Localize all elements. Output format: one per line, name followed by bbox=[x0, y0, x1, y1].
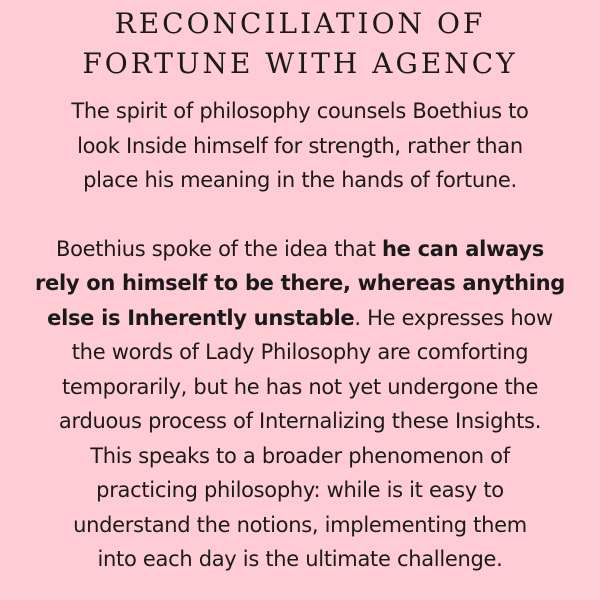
paragraph-2 bbox=[20, 232, 580, 577]
paragraph-2-emphasis: else is Inherently unstable bbox=[47, 305, 355, 330]
paragraph-2-text: Boethius spoke of the idea that bbox=[56, 236, 383, 261]
paragraph-2-line: practicing philosophy: while is it easy to bbox=[96, 478, 504, 502]
paragraph-1 bbox=[20, 94, 580, 198]
paragraph-2-line: arduous process of Internalizing these Insights. bbox=[58, 409, 542, 433]
title-line-1: RECONCILIATION OF bbox=[114, 7, 486, 40]
paragraph-2-text: . He expresses how bbox=[354, 305, 553, 330]
page-title bbox=[0, 4, 600, 84]
paragraph-2-line: into each day is the ultimate challenge. bbox=[97, 547, 503, 571]
paragraph-2-emphasis: rely on himself to be there, whereas anything bbox=[34, 271, 566, 295]
paragraph-1-line: place his meaning in the hands of fortune. bbox=[83, 168, 517, 192]
paragraph-2-line: understand the notions, implementing them bbox=[73, 512, 527, 537]
paragraph-2-line: the words of Lady Philosophy are comforting bbox=[71, 340, 529, 364]
paragraph-2-emphasis: he can always bbox=[382, 236, 544, 261]
body-text bbox=[20, 94, 580, 577]
paragraph-1-line: look Inside himself for strength, rather than bbox=[77, 133, 523, 158]
paragraph-1-line: The spirit of philosophy counsels Boethius to bbox=[71, 99, 529, 123]
paragraph-2-line: This speaks to a broader phenomenon of bbox=[90, 443, 510, 468]
title-line-2: FORTUNE WITH AGENCY bbox=[82, 47, 518, 80]
paragraph-2-line bbox=[20, 301, 580, 336]
paragraph-2-line: temporarily, but he has not yet undergone the bbox=[61, 374, 539, 399]
paragraph-2-line bbox=[20, 232, 580, 267]
